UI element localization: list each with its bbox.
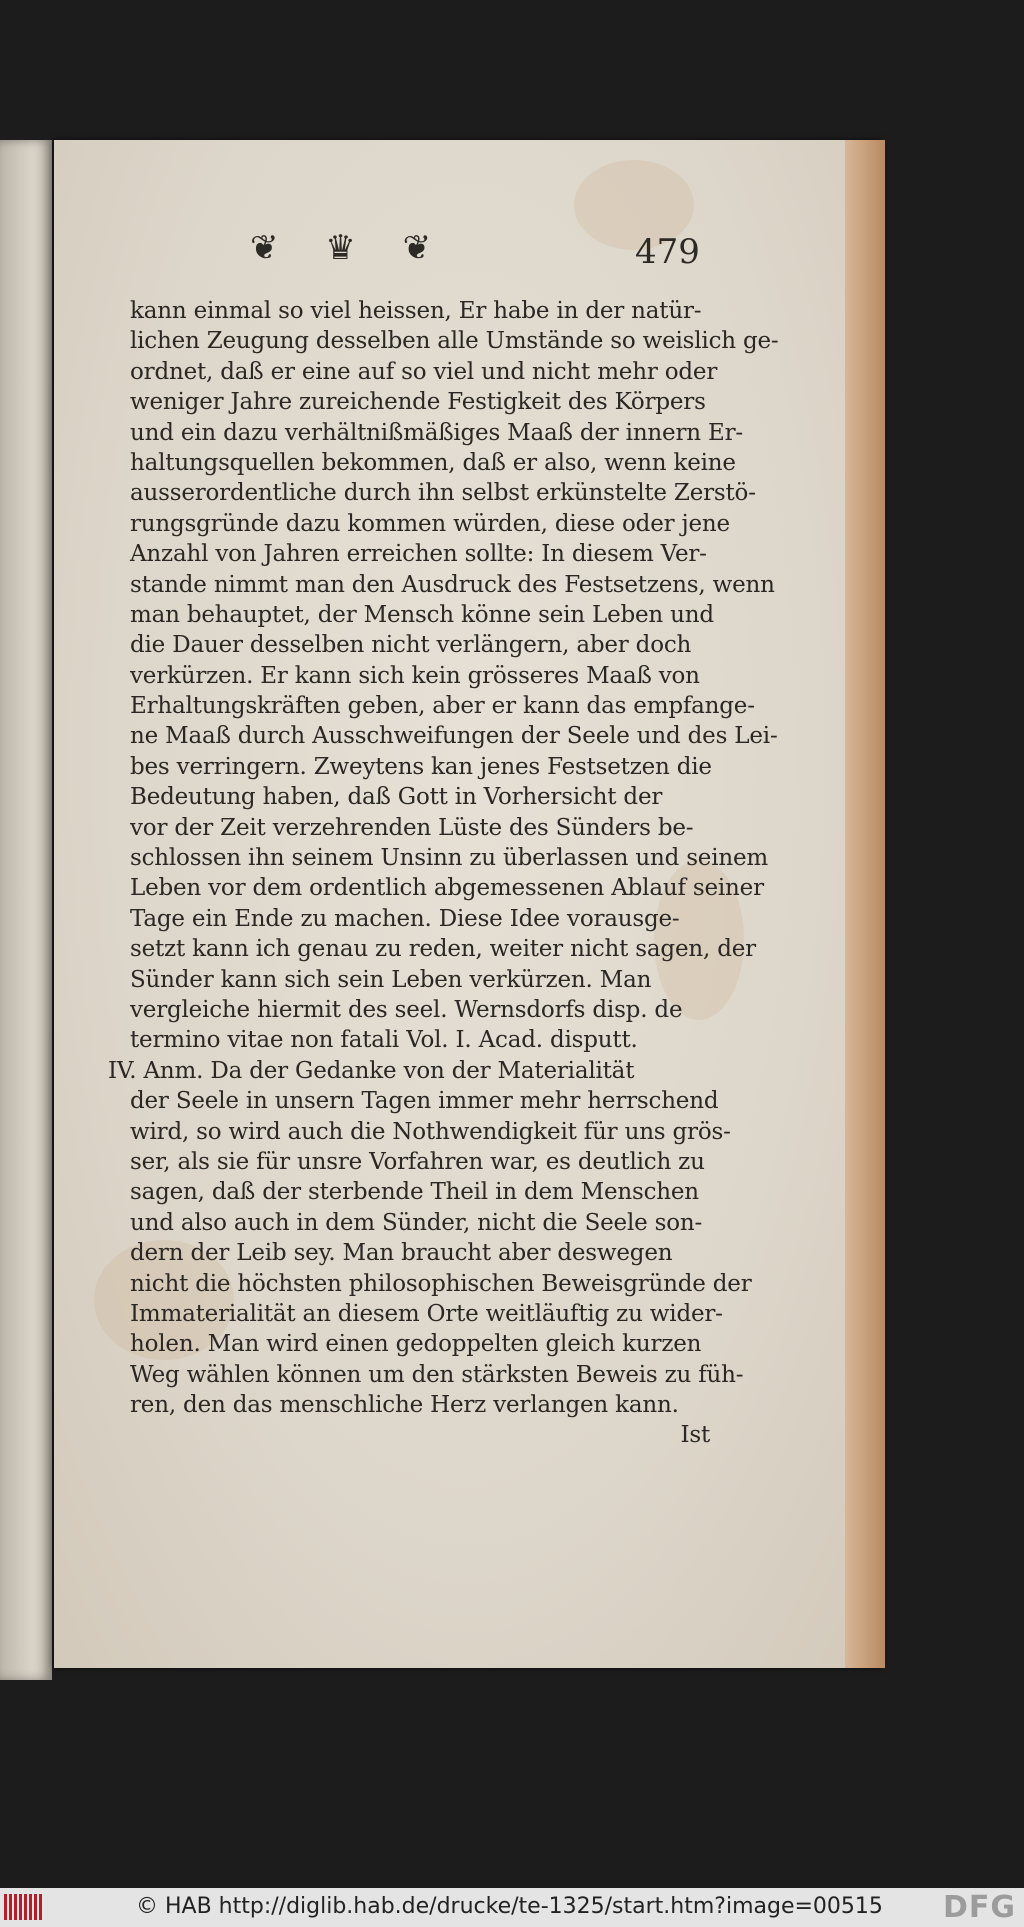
text-line: setzt kann ich genau zu reden, weiter nicht sagen, der xyxy=(130,936,756,963)
text-line: Bedeutung haben, daß Gott in Vorhersicht der xyxy=(130,784,663,811)
text-line: holen. Man wird einen gedoppelten gleich kurzen xyxy=(130,1331,702,1358)
text-line: dern der Leib sey. Man braucht aber deswegen xyxy=(130,1240,673,1267)
text-line: sagen, daß der sterbende Theil in dem Menschen xyxy=(130,1179,699,1206)
text-line: Erhaltungskräften geben, aber er kann das empfange- xyxy=(130,693,755,720)
text-line: der Seele in unsern Tagen immer mehr herrschend xyxy=(130,1088,719,1115)
copyright-link[interactable]: © HAB http://diglib.hab.de/drucke/te-1325/start.htm?image=00515 xyxy=(136,1894,883,1919)
text-line: ausserordentliche durch ihn selbst erkünstelte Zerstö- xyxy=(130,480,756,507)
text-line: ordnet, daß er eine auf so viel und nicht mehr oder xyxy=(130,358,718,385)
library-barcode-icon xyxy=(4,1894,44,1920)
text-line: wird, so wird auch die Nothwendigkeit für uns grös- xyxy=(130,1118,731,1145)
text-line: Anzahl von Jahren erreichen sollte: In diesem Ver- xyxy=(130,541,707,568)
text-line: kann einmal so viel heissen, Er habe in der natür- xyxy=(130,298,702,324)
text-line: Immaterialität an diesem Orte weitläuftig zu wider- xyxy=(130,1300,723,1327)
text-line: nicht die höchsten philosophischen Beweisgründe der xyxy=(130,1270,752,1297)
text-line: termino vitae non fatali Vol. I. Acad. disputt. xyxy=(130,1027,638,1054)
page-fore-edge xyxy=(845,140,885,1668)
catchword: Ist xyxy=(680,1422,710,1449)
text-line: verkürzen. Er kann sich kein grösseres Maaß von xyxy=(130,662,700,689)
text-line: ren, den das menschliche Herz verlangen kann. xyxy=(130,1392,679,1419)
header-ornament: ❦ ♛ ❦ xyxy=(250,228,450,268)
text-line: Leben vor dem ordentlich abgemessenen Ablauf seiner xyxy=(130,875,764,902)
text-line: weniger Jahre zureichende Festigkeit des Körpers xyxy=(130,389,706,416)
note-heading-line: IV. Anm. Da der Gedanke von der Materialität xyxy=(108,1057,635,1084)
text-line: stande nimmt man den Ausdruck des Festsetzens, wenn xyxy=(130,571,775,598)
footer-bar xyxy=(0,1888,1024,1927)
previous-page-edge xyxy=(0,140,52,1680)
text-line: haltungsquellen bekommen, daß er also, wenn keine xyxy=(130,449,736,476)
text-line: lichen Zeugung desselben alle Umstände so weislich ge- xyxy=(130,328,779,355)
text-line: Sünder kann sich sein Leben verkürzen. Man xyxy=(130,966,652,993)
text-line: und also auch in dem Sünder, nicht die Seele son- xyxy=(130,1209,703,1236)
page-header xyxy=(250,228,700,278)
text-line: und ein dazu verhältnißmäßiges Maaß der innern Er- xyxy=(130,419,743,446)
text-line: bes verringern. Zweytens kan jenes Festsetzen die xyxy=(130,753,712,780)
text-line: rungsgründe dazu kommen würden, diese oder jene xyxy=(130,510,730,537)
body-text xyxy=(108,296,779,1451)
text-line: vor der Zeit verzehrenden Lüste des Sünders be- xyxy=(130,814,694,841)
text-line: Weg wählen können um den stärksten Beweis zu füh- xyxy=(130,1361,744,1388)
text-line: vergleiche hiermit des seel. Wernsdorfs disp. de xyxy=(130,996,683,1023)
text-line: ser, als sie für unsre Vorfahren war, es deutlich zu xyxy=(130,1148,705,1175)
text-line: ne Maaß durch Ausschweifungen der Seele und des Lei- xyxy=(130,723,778,750)
text-line: Tage ein Ende zu machen. Diese Idee vorausge- xyxy=(130,905,680,932)
page-number: 479 xyxy=(635,232,700,272)
dfg-logo: DFG xyxy=(942,1890,1016,1925)
text-line: die Dauer desselben nicht verlängern, aber doch xyxy=(130,632,692,659)
text-line: schlossen ihn seinem Unsinn zu überlassen und seinem xyxy=(130,845,769,872)
text-line: man behauptet, der Mensch könne sein Leben und xyxy=(130,601,714,628)
